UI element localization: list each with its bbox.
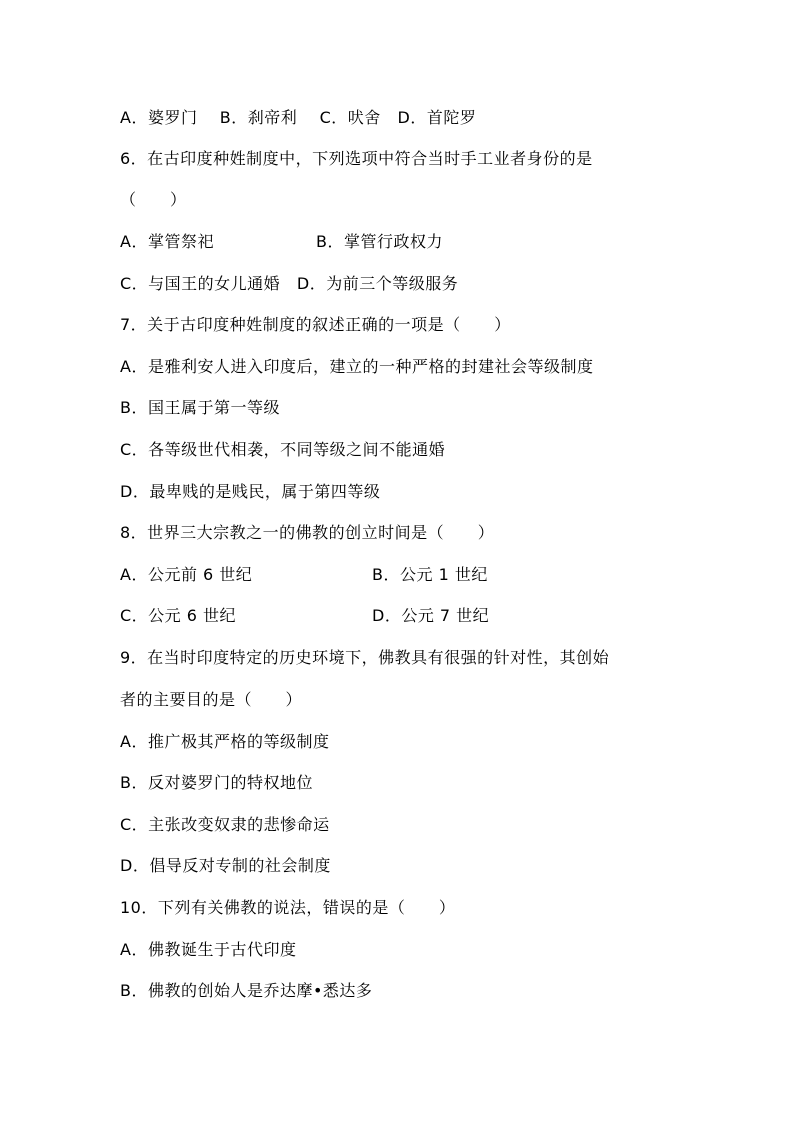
- q9-stem: 9．在当时印度特定的历史环境下，佛教具有很强的针对性，其创始: [120, 648, 610, 667]
- q7-option-b: B．国王属于第一等级: [120, 398, 280, 417]
- q8-option-d: D．公元 7 世纪: [372, 606, 490, 625]
- q10-option-a: A．佛教诞生于古代印度: [120, 940, 297, 959]
- q10-stem: 10．下列有关佛教的说法，错误的是（ ）: [120, 898, 456, 917]
- q6-option-b: B．掌管行政权力: [316, 232, 443, 251]
- q9-option-d: D．倡导反对专制的社会制度: [120, 856, 331, 875]
- q7-stem: 7．关于古印度种姓制度的叙述正确的一项是（ ）: [120, 315, 511, 334]
- q8-option-c: C．公元 6 世纪: [120, 606, 237, 625]
- q6-stem-blank: （ ）: [120, 190, 187, 209]
- q9-option-a: A．推广极其严格的等级制度: [120, 732, 330, 751]
- q8-stem: 8．世界三大宗教之一的佛教的创立时间是（ ）: [120, 523, 495, 542]
- q6-stem: 6．在古印度种姓制度中，下列选项中符合当时手工业者身份的是: [120, 149, 593, 168]
- q8-option-b: B．公元 1 世纪: [372, 565, 488, 584]
- q9-option-c: C．主张改变奴隶的悲惨命运: [120, 815, 330, 834]
- q6-option-cd: C．与国王的女儿通婚 D．为前三个等级服务: [120, 274, 459, 293]
- q7-option-d: D．最卑贱的是贱民，属于第四等级: [120, 482, 381, 501]
- q9-stem-cont: 者的主要目的是（ ）: [120, 690, 303, 709]
- q7-option-a: A．是雅利安人进入印度后，建立的一种严格的封建社会等级制度: [120, 357, 594, 376]
- q9-option-b: B．反对婆罗门的特权地位: [120, 773, 313, 792]
- q7-option-c: C．各等级世代相袭，不同等级之间不能通婚: [120, 440, 446, 459]
- q6-option-a: A．掌管祭祀: [120, 232, 214, 251]
- q8-option-a: A．公元前 6 世纪: [120, 565, 253, 584]
- q10-option-b: B．佛教的创始人是乔达摩•悉达多: [120, 981, 373, 1000]
- q5-options: A．婆罗门 B．刹帝利 C．吠舍 D．首陀罗: [120, 108, 477, 127]
